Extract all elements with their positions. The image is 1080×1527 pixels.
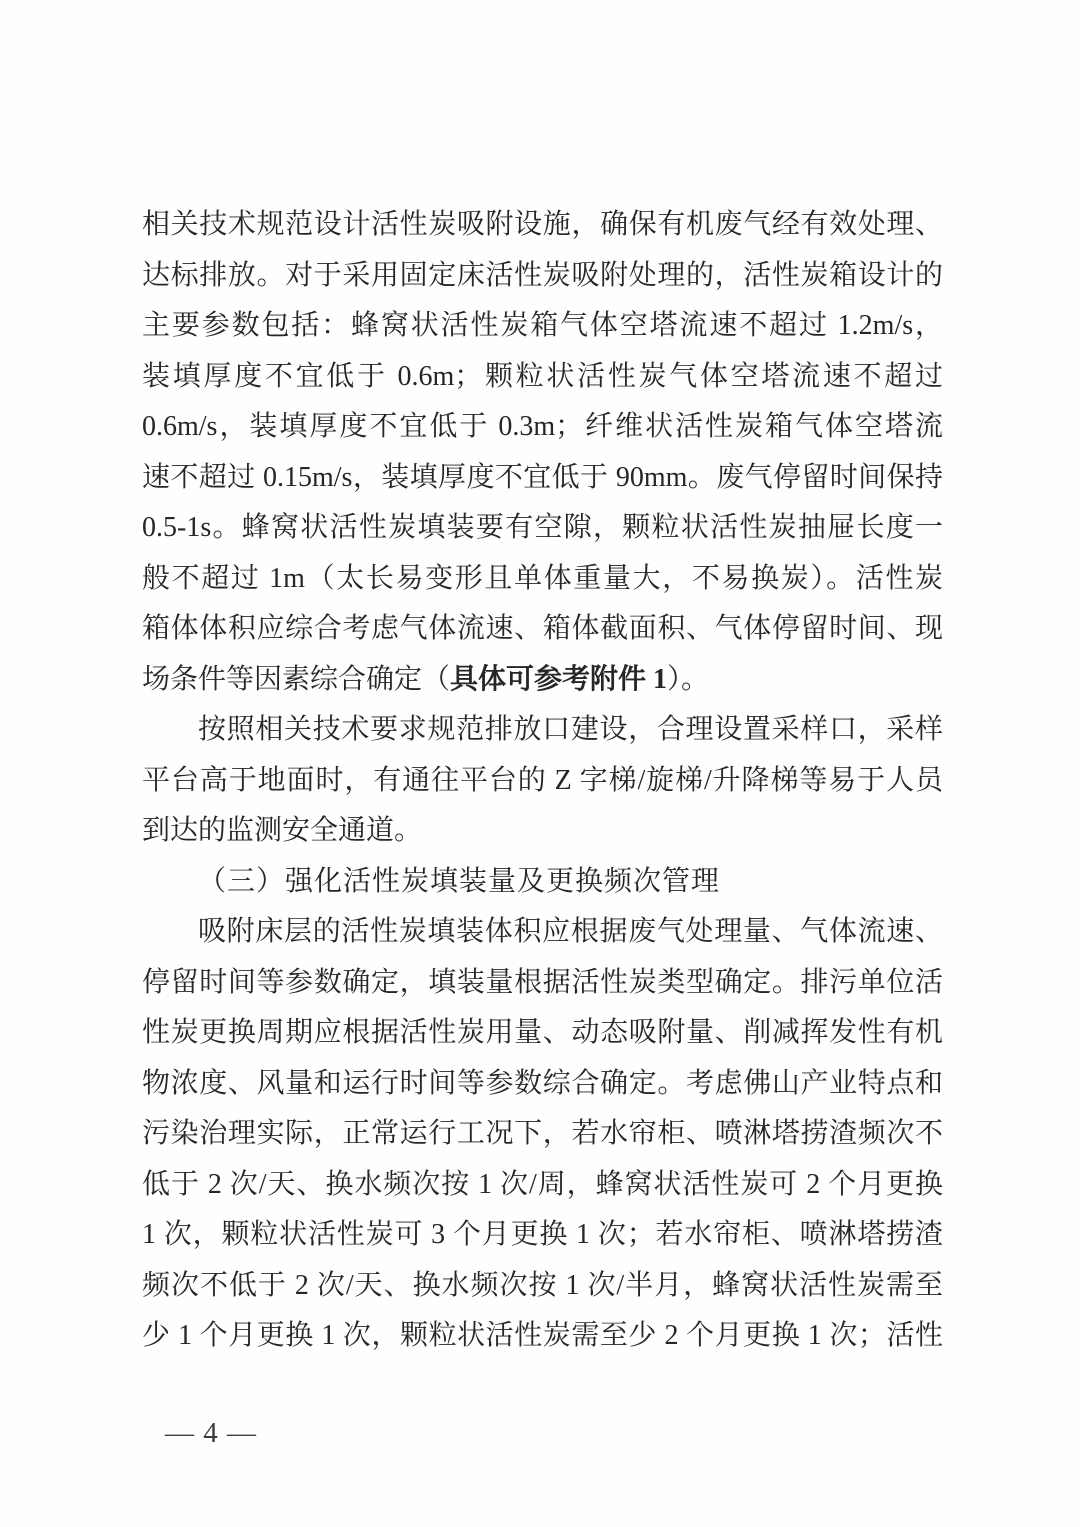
text-line: 吸附床层的活性炭填装体积应根据废气处理量、气体流速、 (198, 916, 943, 947)
attachment-reference-bold: 具体可参考附件 1 (450, 663, 668, 695)
text-line: 主要参数包括：蜂窝状活性炭箱气体空塔流速不超过 1.2m/s， (142, 310, 943, 341)
text-line: 按照相关技术要求规范排放口建设，合理设置采样口，采样 (198, 714, 943, 745)
text-line: 0.5-1s。蜂窝状活性炭填装要有空隙，颗粒状活性炭抽屉长度一 (142, 512, 943, 543)
text-line: 箱体体积应综合考虑气体流速、箱体截面积、气体停留时间、现 (142, 613, 943, 644)
text-line: 相关技术规范设计活性炭吸附设施，确保有机废气经有效处理、 (142, 209, 943, 240)
text-line: 装填厚度不宜低于 0.6m；颗粒状活性炭气体空塔流速不超过 (142, 360, 943, 392)
text-line: 性炭更换周期应根据活性炭用量、动态吸附量、削减挥发性有机 (142, 1017, 943, 1048)
text-line: 停留时间等参数确定，填装量根据活性炭类型确定。排污单位活 (142, 966, 943, 998)
text-segment: 场条件等因素综合确定（ (142, 663, 451, 695)
text-line: 低于 2 次/天、换水频次按 1 次/周，蜂窝状活性炭可 2 个月更换 (142, 1168, 943, 1200)
text-line: 达标排放。对于采用固定床活性炭吸附处理的，活性炭箱设计的 (142, 259, 943, 291)
text-line: 1 次，颗粒状活性炭可 3 个月更换 1 次；若水帘柜、喷淋塔捞渣 (142, 1219, 943, 1250)
page-number: — 4 — (165, 1417, 257, 1449)
text-line: 0.6m/s，装填厚度不宜低于 0.3m；纤维状活性炭箱气体空塔流 (142, 411, 943, 442)
text-line: 平台高于地面时，有通往平台的 Z 字梯/旋梯/升降梯等易于人员 (142, 764, 943, 796)
text-line (142, 655, 943, 706)
document-body (142, 200, 943, 1362)
text-line: 污染治理实际，正常运行工况下，若水帘柜、喷淋塔捞渣频次不 (142, 1118, 943, 1149)
text-line: 般不超过 1m（太长易变形且单体重量大，不易换炭）。活性炭 (142, 562, 943, 594)
text-line: 速不超过 0.15m/s，装填厚度不宜低于 90mm。废气停留时间保持 (142, 461, 943, 493)
text-line: 到达的监测安全通道。 (142, 815, 423, 846)
text-line: 频次不低于 2 次/天、换水频次按 1 次/半月，蜂窝状活性炭需至 (142, 1269, 943, 1301)
text-line: 少 1 个月更换 1 次，颗粒状活性炭需至少 2 个月更换 1 次；活性 (142, 1320, 943, 1351)
section-heading: （三）强化活性炭填装量及更换频次管理 (198, 865, 721, 897)
text-segment: ）。 (667, 663, 710, 695)
text-line: 物浓度、风量和运行时间等参数综合确定。考虑佛山产业特点和 (142, 1067, 943, 1099)
